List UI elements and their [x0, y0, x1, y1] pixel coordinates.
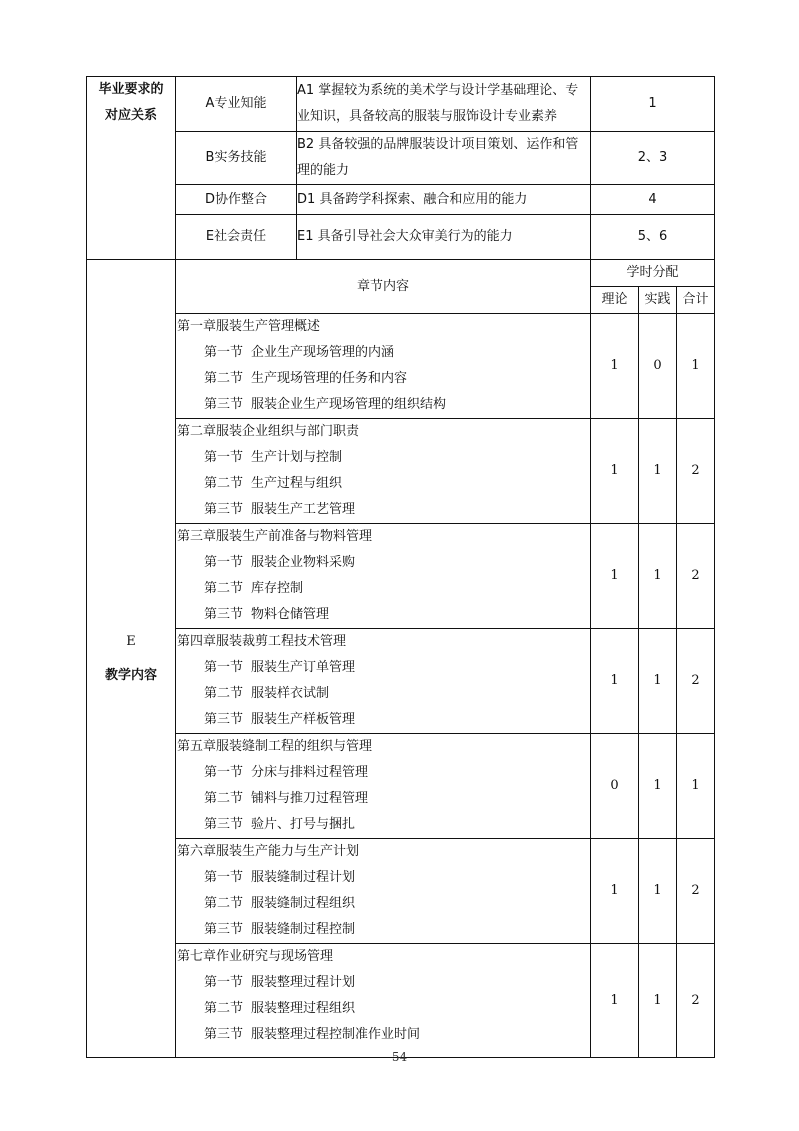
total-hours-cell: 2 [677, 524, 715, 629]
section-name: 物料仓储管理 [251, 607, 330, 622]
req-target-cell: 2、3 [591, 132, 715, 185]
req-desc-cell: A1 掌握较为系统的美术学与设计学基础理论、专业知识，具备较高的服装与服饰设计专业素养 [297, 77, 591, 132]
requirements-section-label [87, 77, 176, 260]
section-number: 第一节 [204, 660, 244, 675]
section-number: 第二节 [204, 476, 244, 491]
total-hours-cell: 1 [677, 734, 715, 839]
section-line [176, 392, 590, 418]
total-hours-cell: 2 [677, 944, 715, 1058]
section-line [176, 576, 590, 602]
section-line [176, 812, 590, 838]
chapter-row [87, 734, 715, 839]
section-number: 第一节 [204, 555, 244, 570]
section-name: 服装缝制过程控制 [251, 922, 356, 937]
chapter-title: 第三章服装生产前准备与物料管理 [177, 529, 373, 544]
chapter-content-cell [176, 419, 591, 524]
theory-hours-cell: 1 [591, 314, 639, 419]
section-name: 服装整理过程控制准作业时间 [251, 1027, 421, 1042]
theory-hours-cell: 1 [591, 944, 639, 1058]
section-number: 第三节 [204, 817, 244, 832]
chapter-row [87, 524, 715, 629]
section-name: 服装企业物料采购 [251, 555, 356, 570]
theory-hours-cell: 0 [591, 734, 639, 839]
section-number: 第三节 [204, 607, 244, 622]
content-section-label [87, 260, 176, 1058]
total-hours-cell: 2 [677, 419, 715, 524]
practice-hours-cell: 1 [639, 419, 677, 524]
chapter-row [87, 839, 715, 944]
section-name: 服装生产样板管理 [251, 712, 356, 727]
chapter-content-cell [176, 524, 591, 629]
practice-hours-cell: 1 [639, 629, 677, 734]
section-name: 生产过程与组织 [251, 476, 343, 491]
section-line [176, 707, 590, 733]
section-line [176, 891, 590, 917]
req-desc-cell: B2 具备较强的品牌服装设计项目策划、运作和管理的能力 [297, 132, 591, 185]
content-label-letter: E [126, 633, 136, 649]
requirements-label-line1: 毕业要求的 [98, 82, 164, 97]
chapter-title: 第六章服装生产能力与生产计划 [177, 844, 360, 859]
theory-hours-cell: 1 [591, 839, 639, 944]
practice-hours-cell: 1 [639, 839, 677, 944]
section-line [176, 471, 590, 497]
section-number: 第一节 [204, 345, 244, 360]
chapter-title: 第四章服装裁剪工程技术管理 [177, 634, 347, 649]
req-code-cell: E社会责任 [176, 215, 297, 260]
section-number: 第一节 [204, 450, 244, 465]
section-line [176, 917, 590, 943]
section-name: 铺料与推刀过程管理 [251, 791, 369, 806]
req-code-cell: A专业知能 [176, 77, 297, 132]
section-line [176, 550, 590, 576]
chapter-content-cell [176, 944, 591, 1058]
section-number: 第三节 [204, 502, 244, 517]
section-line [176, 497, 590, 523]
section-number: 第二节 [204, 371, 244, 386]
req-target-cell: 4 [591, 185, 715, 215]
chapter-title: 第一章服装生产管理概述 [177, 319, 321, 334]
section-line [176, 786, 590, 812]
section-number: 第一节 [204, 975, 244, 990]
theory-header: 理论 [591, 287, 639, 314]
section-number: 第二节 [204, 581, 244, 596]
section-line [176, 445, 590, 471]
section-line [176, 655, 590, 681]
section-line [176, 865, 590, 891]
section-number: 第一节 [204, 870, 244, 885]
req-code-cell: D协作整合 [176, 185, 297, 215]
section-name: 服装样衣试制 [251, 686, 330, 701]
section-line [176, 1022, 590, 1048]
content-label-title: 教学内容 [104, 667, 157, 683]
chapter-row [87, 944, 715, 1058]
chapter-title: 第二章服装企业组织与部门职责 [177, 424, 360, 439]
section-number: 第二节 [204, 686, 244, 701]
requirements-label-line2: 对应关系 [104, 108, 157, 123]
total-hours-cell: 1 [677, 314, 715, 419]
section-line [176, 760, 590, 786]
chapter-column-header: 章节内容 [176, 260, 591, 314]
practice-hours-cell: 1 [639, 944, 677, 1058]
section-name: 服装企业生产现场管理的组织结构 [251, 397, 447, 412]
chapter-content-cell [176, 734, 591, 839]
section-number: 第二节 [204, 896, 244, 911]
section-name: 生产现场管理的任务和内容 [251, 371, 408, 386]
section-name: 服装缝制过程计划 [251, 870, 356, 885]
section-number: 第三节 [204, 1027, 244, 1042]
total-header: 合计 [677, 287, 715, 314]
section-number: 第二节 [204, 791, 244, 806]
section-line [176, 970, 590, 996]
section-name: 服装缝制过程组织 [251, 896, 356, 911]
hours-header: 学时分配 [591, 260, 715, 287]
practice-hours-cell: 1 [639, 734, 677, 839]
section-line [176, 340, 590, 366]
section-number: 第三节 [204, 397, 244, 412]
chapter-row [87, 629, 715, 734]
section-name: 服装整理过程计划 [251, 975, 356, 990]
chapter-title: 第七章作业研究与现场管理 [177, 949, 334, 964]
chapter-content-cell [176, 629, 591, 734]
practice-hours-cell: 0 [639, 314, 677, 419]
theory-hours-cell: 1 [591, 524, 639, 629]
section-line [176, 366, 590, 392]
chapter-content-cell [176, 314, 591, 419]
section-name: 服装生产工艺管理 [251, 502, 356, 517]
section-number: 第三节 [204, 712, 244, 727]
section-number: 第三节 [204, 922, 244, 937]
req-desc-cell: D1 具备跨学科探索、融合和应用的能力 [297, 185, 591, 215]
chapter-content-cell [176, 839, 591, 944]
chapter-row [87, 314, 715, 419]
req-target-cell: 1 [591, 77, 715, 132]
practice-header: 实践 [639, 287, 677, 314]
section-name: 分床与排料过程管理 [251, 765, 369, 780]
section-name: 企业生产现场管理的内涵 [251, 345, 395, 360]
section-name: 验片、打号与捆扎 [251, 817, 356, 832]
total-hours-cell: 2 [677, 629, 715, 734]
section-name: 库存控制 [251, 581, 304, 596]
syllabus-table [86, 76, 715, 1058]
section-name: 服装生产订单管理 [251, 660, 356, 675]
section-line [176, 681, 590, 707]
chapter-title: 第五章服装缝制工程的组织与管理 [177, 739, 373, 754]
section-line [176, 996, 590, 1022]
req-code-cell: B实务技能 [176, 132, 297, 185]
section-name: 服装整理过程组织 [251, 1001, 356, 1016]
theory-hours-cell: 1 [591, 419, 639, 524]
page-number: 54 [391, 1050, 408, 1064]
section-line [176, 602, 590, 628]
practice-hours-cell: 1 [639, 524, 677, 629]
theory-hours-cell: 1 [591, 629, 639, 734]
section-number: 第二节 [204, 1001, 244, 1016]
chapter-row [87, 419, 715, 524]
total-hours-cell: 2 [677, 839, 715, 944]
req-target-cell: 5、6 [591, 215, 715, 260]
section-name: 生产计划与控制 [251, 450, 343, 465]
req-desc-cell: E1 具备引导社会大众审美行为的能力 [297, 215, 591, 260]
section-number: 第一节 [204, 765, 244, 780]
